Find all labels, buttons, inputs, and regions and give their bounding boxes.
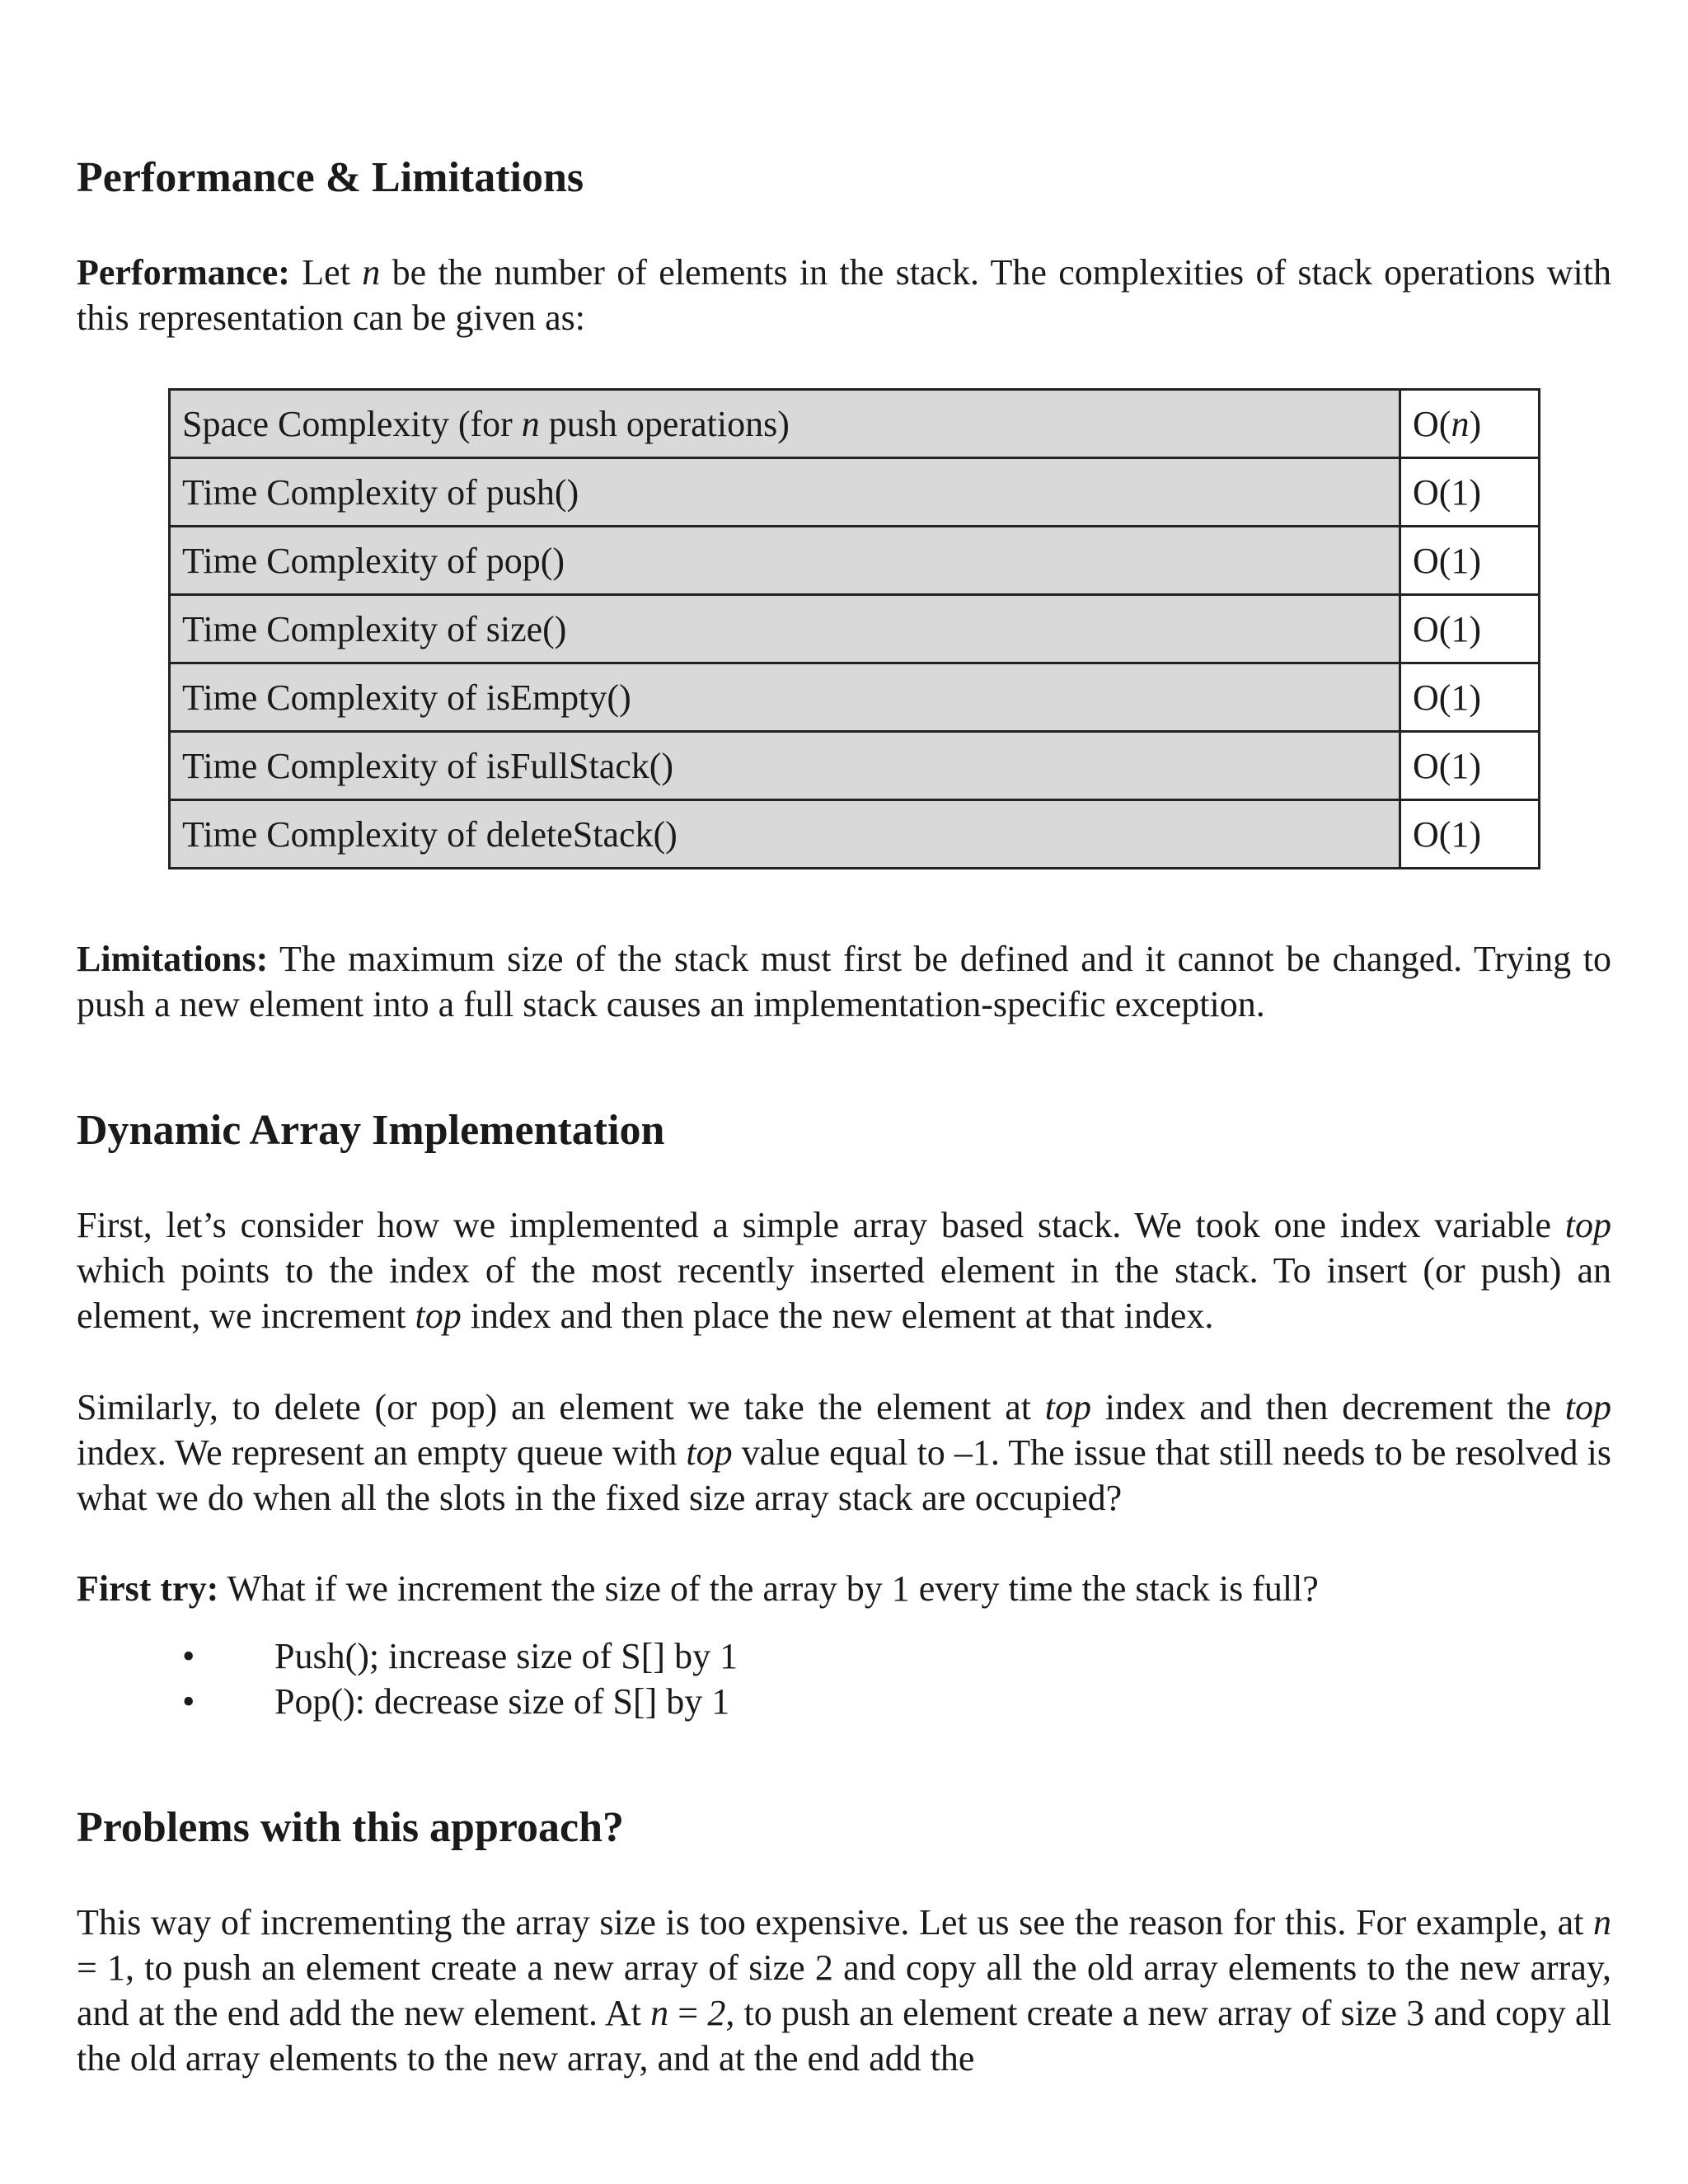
table-cell-value: O(1): [1400, 595, 1540, 663]
dyn2-text-1: Similarly, to delete (or pop) an element we take the element at: [77, 1387, 1045, 1427]
dyn2-top-2: top: [1564, 1387, 1611, 1427]
dyn2-text-4: value equal to –1. The issue that still needs to be resolved is what we do when all the slots in the fixed size array stack are occupied?: [77, 1432, 1611, 1518]
table-row: [170, 732, 1540, 800]
first-try-paragraph: [77, 1566, 1611, 1611]
table-cell-value: O(1): [1400, 732, 1540, 800]
complexity-table: [168, 388, 1540, 869]
bullet-icon: •: [182, 1636, 195, 1676]
limitations-paragraph: [77, 936, 1611, 1027]
dyn1-top-1: top: [1564, 1205, 1611, 1245]
list-item: [77, 1633, 738, 1679]
table-cell-value: O(1): [1400, 527, 1540, 595]
performance-text-1: Let: [289, 252, 363, 293]
dyn2-text-2: index and then decrement the: [1091, 1387, 1565, 1427]
table-cell-label: Time Complexity of isFullStack(): [170, 732, 1400, 800]
limitations-text: The maximum size of the stack must first be defined and it cannot be changed. Trying to push a new element into a full stack causes an implementation-specific exception.: [77, 939, 1611, 1024]
table-row: [170, 800, 1540, 869]
table-cell-value: O(1): [1400, 663, 1540, 732]
table-row: [170, 458, 1540, 527]
problems-paragraph: [77, 1900, 1611, 2081]
table-cell-value: O(1): [1400, 800, 1540, 869]
table-cell-label: Time Complexity of deleteStack(): [170, 800, 1400, 869]
table-cell-value: O(1): [1400, 458, 1540, 527]
table-row: [170, 390, 1540, 458]
prob-two: 2: [707, 1993, 726, 2033]
dyn1-text-3: index and then place the new element at that index.: [461, 1296, 1214, 1336]
prob-text-4: , to push an element create a new array of size 3 and copy all the old array elements to the new array, and at the end add the: [77, 1993, 1611, 2079]
table-row: [170, 663, 1540, 732]
first-try-label: First try:: [77, 1568, 219, 1609]
table-cell-label: Time Complexity of pop(): [170, 527, 1400, 595]
dyn2-top-3: top: [686, 1432, 733, 1473]
table-cell-label: Time Complexity of isEmpty(): [170, 663, 1400, 732]
prob-n-2: n: [650, 1993, 669, 2033]
table-cell-label: Time Complexity of push(): [170, 458, 1400, 527]
performance-n: n: [362, 252, 381, 293]
prob-text-1: This way of incrementing the array size is too expensive. Let us see the reason for this. For example, at: [77, 1902, 1593, 1943]
dyn1-top-2: top: [415, 1296, 462, 1336]
row-label-post: push operations): [539, 403, 790, 444]
list-item: [77, 1679, 738, 1724]
performance-label: Performance:: [77, 252, 290, 293]
row-label-pre: Space Complexity (for: [182, 403, 522, 444]
dyn2-top-1: top: [1044, 1387, 1091, 1427]
table-cell-label: [170, 390, 1400, 458]
prob-text-2: = 1, to push an element create a new array of size 2 and copy all the old array elements to the new array, and at the end add the new element. At: [77, 1947, 1611, 2033]
value-post: ): [1469, 403, 1482, 444]
performance-text-2: be the number of elements in the stack. The complexities of stack operations with this representation can be given as:: [77, 252, 1611, 338]
first-try-text: What if we increment the size of the array by 1 every time the stack is full?: [218, 1568, 1319, 1609]
bullet-text: Pop(): decrease size of S[] by 1: [274, 1681, 730, 1722]
dyn1-text-1: First, let’s consider how we implemented a simple array based stack. We took one index variable: [77, 1205, 1565, 1245]
heading-problems: Problems with this approach?: [77, 1804, 625, 1851]
value-n: n: [1451, 403, 1470, 444]
value-pre: O(: [1413, 403, 1451, 444]
table-row: [170, 595, 1540, 663]
table-cell-label: Time Complexity of size(): [170, 595, 1400, 663]
bullet-text: Push(); increase size of S[] by 1: [274, 1636, 738, 1676]
dynamic-paragraph-2: [77, 1385, 1611, 1521]
heading-dynamic-array: Dynamic Array Implementation: [77, 1107, 665, 1154]
bullet-list: [77, 1633, 738, 1724]
dynamic-paragraph-1: [77, 1202, 1611, 1338]
heading-performance-limitations: Performance & Limitations: [77, 154, 584, 201]
table-cell-value: [1400, 390, 1540, 458]
row-label-n: n: [521, 403, 540, 444]
prob-n-1: n: [1593, 1902, 1611, 1943]
dyn2-text-3: index. We represent an empty queue with: [77, 1432, 687, 1473]
dyn1-text-2: which points to the index of the most recently inserted element in the stack. To insert (or push) an element, we increment: [77, 1250, 1611, 1336]
performance-paragraph: [77, 250, 1611, 340]
prob-text-3: =: [668, 1993, 708, 2033]
limitations-label: Limitations:: [77, 939, 269, 979]
bullet-icon: •: [182, 1681, 195, 1722]
table-row: [170, 527, 1540, 595]
